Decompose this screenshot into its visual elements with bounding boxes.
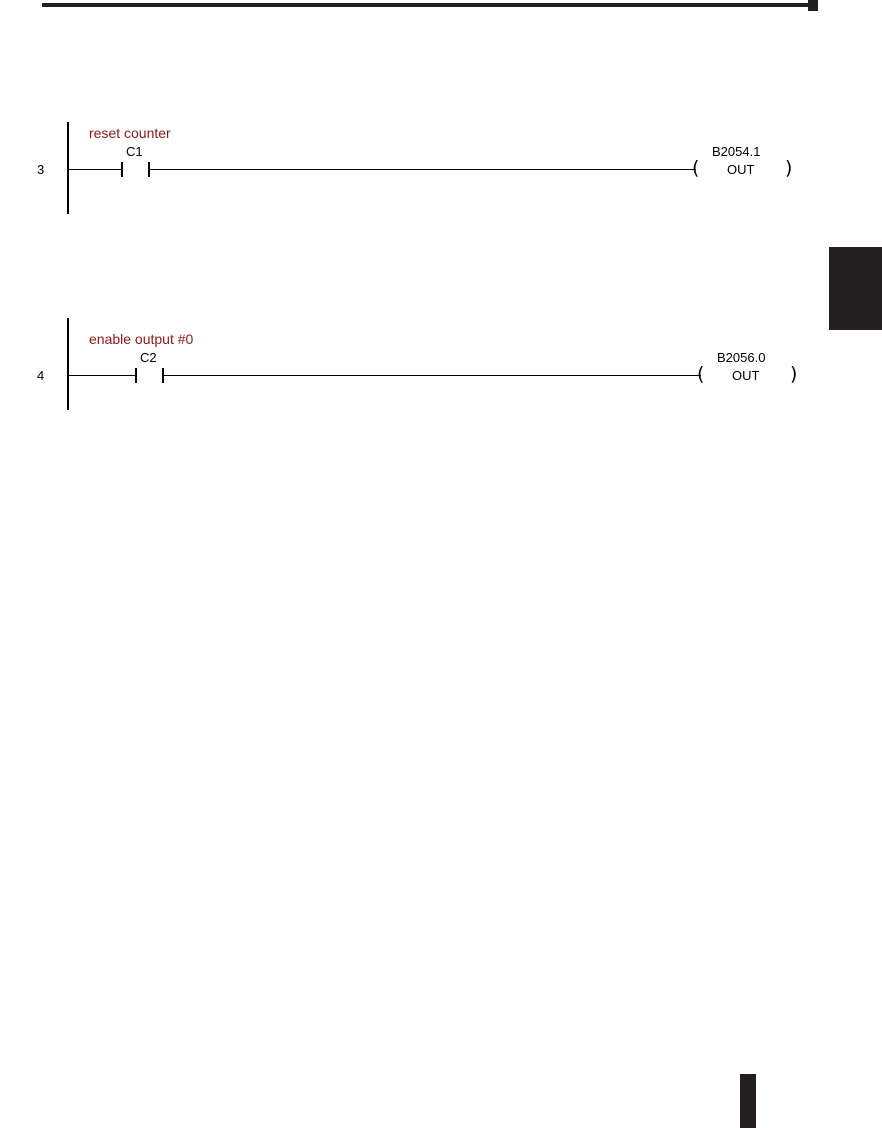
ladder-rung-4 [0,318,882,412]
rung-wire-left [69,169,121,170]
rung-number: 4 [37,368,45,383]
coil-open-paren: ( [692,157,700,179]
coil-instruction: OUT [727,162,755,177]
rung-comment: enable output #0 [89,331,194,347]
coil-open-paren: ( [697,363,705,385]
header-rule-endcap [808,0,818,11]
coil-close-paren: ) [785,157,793,179]
contact-address: C1 [126,144,143,159]
rung-wire-right [150,169,696,170]
contact-left-bar [135,368,137,383]
rung-wire-left [69,375,135,376]
coil-close-paren: ) [790,363,798,385]
contact-address: C2 [140,350,157,365]
left-power-rail [67,318,69,410]
contact-left-bar [121,162,123,177]
coil-instruction: OUT [732,368,760,383]
rung-comment: reset counter [89,125,171,141]
coil-address: B2054.1 [712,144,761,159]
left-power-rail [67,122,69,214]
coil-address: B2056.0 [717,350,766,365]
footer-page-marker [740,1074,756,1128]
rung-number: 3 [37,162,45,177]
rung-wire-right [164,375,701,376]
ladder-rung-3 [0,122,882,216]
header-rule [42,3,808,7]
